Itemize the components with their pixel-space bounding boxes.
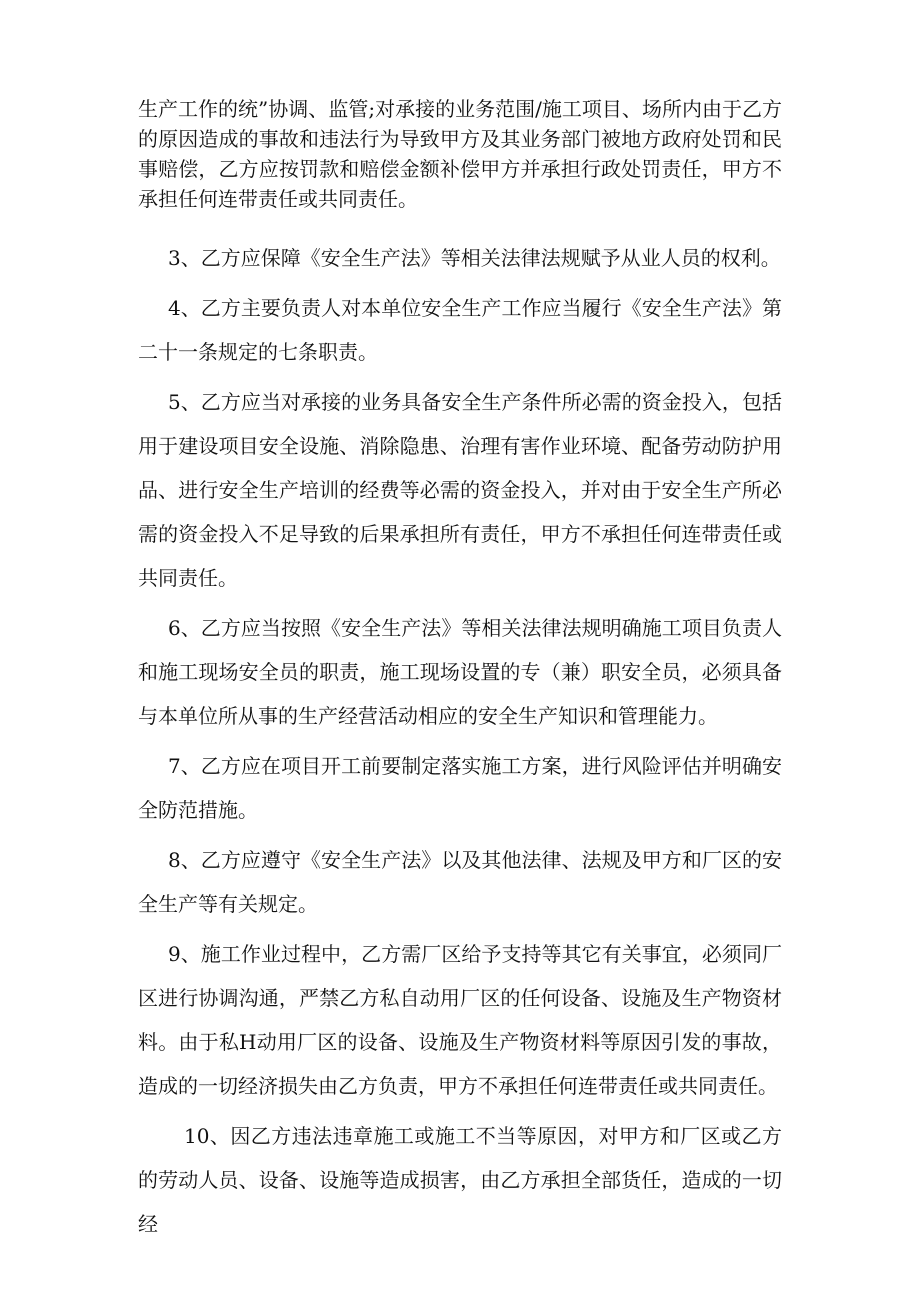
clause-10: 10、因乙方违法违章施工或施工不当等原因，对甲方和厂区或乙方的劳动人员、设备、设施等造成损害，由乙方承担全部货任，造成的一切经 [138, 1124, 782, 1236]
clause-3: 3、乙方应保障《安全生产法》等相关法律法规赋予从业人员的权利。 [168, 246, 781, 270]
clause-8: 8、乙方应遵守《安全生产法》以及其他法律、法规及甲方和厂区的安全生产等有关规定。 [138, 848, 782, 916]
clause-9: 9、施工作业过程中，乙方需厂区给予支持等其它有关事宜，必须同厂区进行协调沟通，严禁乙方私自动用厂区的任何设备、设施及生产物资材料。由于私H动用厂区的设备、设施及生产物资材料等原因引发的事故，造成的一切经济损失由乙方负责，甲方不承担任何连带责任或共同责任。 [138, 942, 782, 1098]
clause-7: 7、乙方应在项目开工前要制定落实施工方案，进行风险评估并明确安全防范措施。 [138, 754, 782, 822]
intro-paragraph: 生产工作的统”协调、监管;对承接的业务范围/施工项目、场所内由于乙方的原因造成的事故和违法行为导致甲方及其业务部门被地方政府处罚和民事赔偿，乙方应按罚款和赔偿金额补偿甲方并承担行政处罚责任，甲方不承担任何连带责任或共同责任。 [138, 97, 782, 211]
clause-5: 5、乙方应当对承接的业务具备安全生产条件所必需的资金投入，包括用于建设项目安全设施、消除隐患、治理有害作业环境、配备劳动防护用品、进行安全生产培训的经费等必需的资金投入，并对由于安全生产所必需的资金投入不足导致的后果承担所有责任，甲方不承担任何连带责任或共同责任。 [138, 390, 782, 590]
clause-6: 6、乙方应当按照《安全生产法》等相关法律法规明确施工项目负责人和施工现场安全员的职责，施工现场设置的专（兼）职安全员，必须具备与本单位所从事的生产经营活动相应的安全生产知识和管理能力。 [138, 616, 782, 728]
clause-4: 4、乙方主要负责人对本单位安全生产工作应当履行《安全生产法》第二十一条规定的七条职责。 [138, 296, 782, 364]
